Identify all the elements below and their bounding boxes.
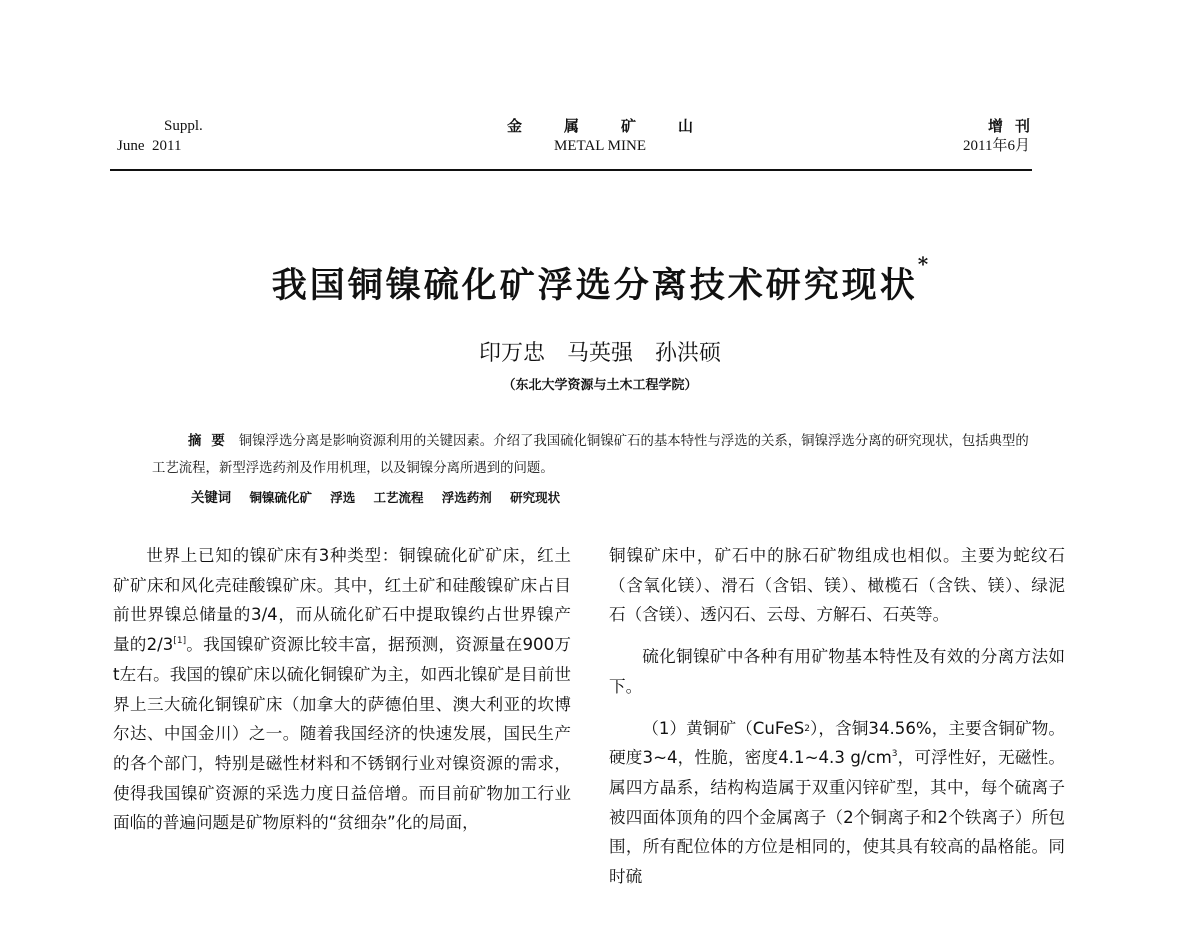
- subscript: 2: [804, 723, 810, 734]
- title-footnote-mark: *: [917, 252, 929, 276]
- keyword: 研究现状: [510, 490, 561, 505]
- keyword: 浮选药剂: [441, 490, 492, 505]
- affiliation: （东北大学资源与土木工程学院）: [502, 378, 698, 393]
- keyword: 工艺流程: [373, 490, 424, 505]
- header-supplement-cn: 增刊: [987, 117, 1042, 135]
- header-rule: [110, 169, 1032, 171]
- journal-name-en: METAL MINE: [554, 138, 646, 154]
- abstract-text: 铜镍浮选分离是影响资源利用的关键因素。介绍了我国硫化铜镍矿石的基本特性与浮选的关系，铜镍浮选分离的研究现状，包括典型的工艺流程，新型浮选药剂及作用机理，以及铜镍分离所遇到的问题。: [152, 434, 1029, 476]
- header-center: [430, 116, 770, 156]
- header-right: [880, 116, 1042, 156]
- paper-title: [0, 252, 1200, 308]
- superscript: 3: [891, 749, 898, 760]
- body-text: 。我国镍矿资源比较丰富，据预测，资源量在900万t左右。我国的镍矿床以硫化铜镍矿为主，如西北镍矿是目前世界上三大硫化铜镍矿床（加拿大的萨德伯里、澳大利亚的坎博尔达、中国金川）之一。随着我国经济的快速发展，国民生产的各个部门，特别是磁性材料和不锈钢行业对镍资源的需求，使得我国镍矿资源的采选力度日益倍增。而目前矿物加工行业面临的普遍问题是矿物原料的“贫细杂”化的局面，: [113, 635, 571, 833]
- body-text: ，可浮性好，无磁性。属四方晶系，结构构造属于双重闪锌矿型，其中，每个硫离子被四面体顶角的四个金属离子（2个铜离子和2个铁离子）所包围，所有配位体的方位是相同的，使其具有较高的晶格能。同时硫: [609, 748, 1065, 887]
- body-paragraph: [609, 714, 1065, 892]
- header-date-en: June 2011: [117, 138, 182, 154]
- body-column-right: [609, 541, 1065, 892]
- abstract-label: 摘要: [188, 434, 235, 449]
- header-left: [117, 116, 203, 156]
- body-paragraph: [113, 541, 571, 838]
- citation-ref: [1]: [173, 636, 187, 647]
- body-column-left: [113, 541, 571, 838]
- body-paragraph: 硫化铜镍矿中各种有用矿物基本特性及有效的分离方法如下。: [609, 647, 1065, 696]
- header-date-cn: 2011年6月: [963, 138, 1030, 154]
- keyword: 浮选: [330, 490, 356, 505]
- keyword: 铜镍硫化矿: [249, 490, 312, 505]
- body-paragraph: 铜镍矿床中，矿石中的脉石矿物组成也相似。主要为蛇纹石（含氧化镁）、滑石（含铝、镁）、橄榄石（含铁、镁）、绿泥石（含镁）、透闪石、云母、方解石、石英等。: [609, 546, 1065, 625]
- keywords-label: 关键词: [191, 491, 232, 506]
- abstract: [152, 428, 1042, 482]
- header-suppl: Suppl.: [164, 118, 203, 134]
- body-text: （1）黄铜矿（CuFeS: [642, 718, 805, 738]
- authors: 印万忠 马英强 孙洪硕: [478, 341, 721, 366]
- body-text: 世界上已知的镍矿床有3种类型：铜镍硫化矿矿床，红土矿矿床和风化壳硅酸镍矿床。其中，红土矿和硅酸镍矿床占目前世界镍总储量的3/4，而从硫化矿石中提取镍约占世界镍产量的2/3: [113, 546, 571, 655]
- keywords: [191, 487, 574, 506]
- paper-title-text: 我国铜镍硫化矿浮选分离技术研究现状: [271, 265, 918, 306]
- body-text: ），含铜34.56%，主要含铜矿物。硬度3~4，性脆，密度4.1~4.3 g/cm: [609, 718, 1065, 768]
- journal-name-cn: 金属矿山: [506, 117, 735, 135]
